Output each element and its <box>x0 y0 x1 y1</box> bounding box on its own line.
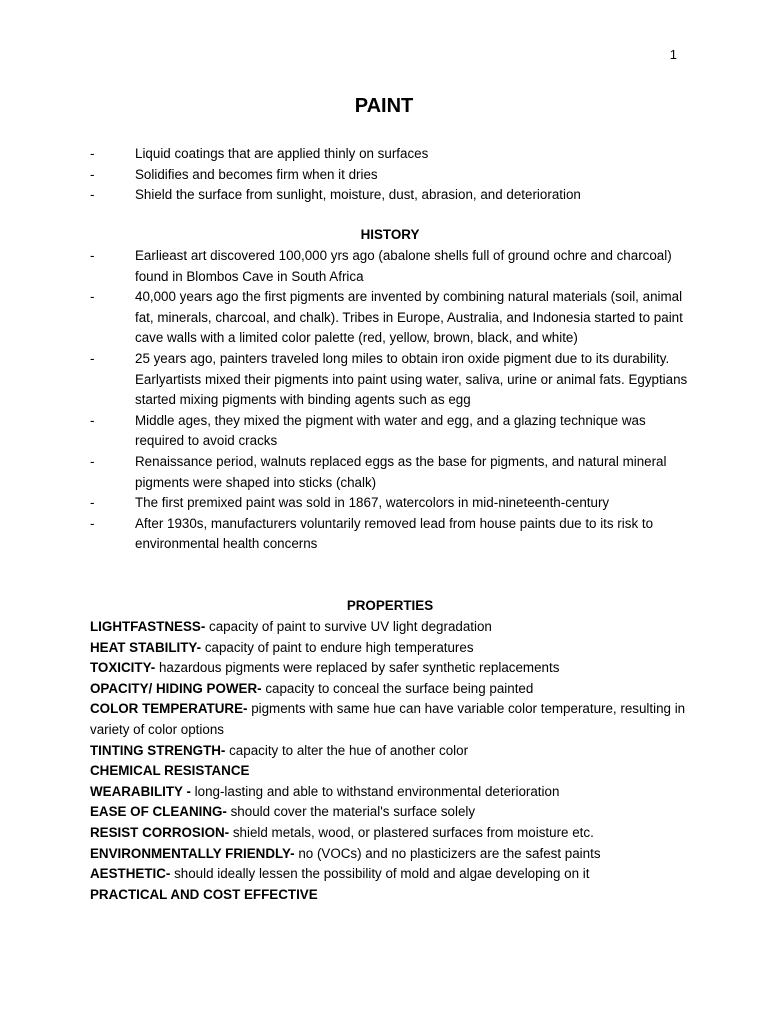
property-term: OPACITY/ HIDING POWER- <box>90 680 262 696</box>
property-term: TINTING STRENGTH- <box>90 742 226 758</box>
intro-bullet-list <box>90 144 690 206</box>
bullet-text: Solidifies and becomes firm when it dries <box>135 166 378 182</box>
property-item <box>90 658 690 679</box>
property-description: no (VOCs) and no plasticizers are the safest paints <box>294 845 601 861</box>
bullet-dash: - <box>90 495 95 511</box>
bullet-dash: - <box>90 412 95 428</box>
property-item <box>90 864 690 885</box>
list-item <box>90 493 690 514</box>
property-term: TOXICITY- <box>90 660 156 676</box>
bullet-dash: - <box>90 248 95 263</box>
list-item <box>90 185 690 206</box>
list-item <box>90 165 690 186</box>
property-description: should ideally lessen the possibility of mold and algae developing on it <box>170 866 590 882</box>
bullet-dash: - <box>90 187 95 203</box>
property-item <box>90 617 690 638</box>
property-term: CHEMICAL RESISTANCE <box>90 763 250 779</box>
property-item <box>90 761 690 782</box>
bullet-text: Shield the surface from sunlight, moisture, dust, abrasion, and deterioration <box>135 187 581 203</box>
property-term: PRACTICAL AND COST EFFECTIVE <box>90 886 318 902</box>
property-item <box>90 885 690 906</box>
history-heading: HISTORY <box>360 227 420 242</box>
property-description: capacity of paint to endure high temperatures <box>201 639 474 655</box>
property-item <box>90 638 690 659</box>
properties-list <box>90 617 690 905</box>
bullet-text: Earlieast art discovered 100,000 yrs ago (abalone shells full of ground ochre and charcoal) found in Blombos Cave in South Africa <box>135 248 672 284</box>
list-item <box>90 411 690 452</box>
property-description: capacity of paint to survive UV light degradation <box>205 619 492 634</box>
property-item <box>90 823 690 844</box>
property-term: WEARABILITY - <box>90 783 191 799</box>
property-description: hazardous pigments were replaced by safer synthetic replacements <box>155 660 560 676</box>
bullet-dash: - <box>90 515 95 531</box>
bullet-dash: - <box>90 146 95 161</box>
history-bullet-list <box>90 246 690 555</box>
property-description: capacity to conceal the surface being painted <box>261 680 534 696</box>
property-item <box>90 699 690 740</box>
property-term: EASE OF CLEANING- <box>90 804 227 820</box>
bullet-dash: - <box>90 350 95 366</box>
property-item <box>90 802 690 823</box>
document-title: PAINT <box>354 95 414 117</box>
bullet-text: Middle ages, they mixed the pigment with water and egg, and a glazing technique was required to avoid cracks <box>135 412 646 449</box>
bullet-text: 40,000 years ago the first pigments are invented by combining natural materials (soil, animal fat, minerals, charcoal, and chalk). Tribes in Europe, Australia, and Indonesia started to paint cave walls with a limited color palette (red, yellow, brown, black, and white) <box>135 289 683 346</box>
property-term: AESTHETIC- <box>90 866 171 882</box>
list-item <box>90 287 690 349</box>
bullet-dash: - <box>90 289 95 305</box>
list-item <box>90 144 690 165</box>
property-description: should cover the material's surface solely <box>226 804 476 820</box>
property-description: long-lasting and able to withstand environmental deterioration <box>190 783 560 799</box>
property-term: ENVIRONMENTALLY FRIENDLY- <box>90 845 295 861</box>
property-term: HEAT STABILITY- <box>90 639 202 655</box>
property-item <box>90 844 690 865</box>
property-item <box>90 782 690 803</box>
bullet-text: The first premixed paint was sold in 1867, watercolors in mid-nineteenth-century <box>135 495 610 511</box>
bullet-text: After 1930s, manufacturers voluntarily removed lead from house paints due to its risk to environmental health concerns <box>135 515 654 552</box>
bullet-dash: - <box>90 166 95 182</box>
bullet-text: 25 years ago, painters traveled long miles to obtain iron oxide pigment due to its durability. Earlyartists mixed their pigments into paint using water, saliva, urine or animal fats. Egyptians started mixing pigments with binding agents such as egg <box>135 350 688 408</box>
property-item <box>90 679 690 700</box>
property-item <box>90 741 690 762</box>
list-item <box>90 349 690 411</box>
property-description: shield metals, wood, or plastered surfaces from moisture etc. <box>229 824 594 840</box>
properties-heading: PROPERTIES <box>346 598 434 613</box>
property-term: LIGHTFASTNESS- <box>90 619 206 634</box>
list-item <box>90 514 690 555</box>
list-item <box>90 246 690 287</box>
property-term: COLOR TEMPERATURE- <box>90 701 248 717</box>
bullet-text: Liquid coatings that are applied thinly on surfaces <box>135 146 429 161</box>
property-term: RESIST CORROSION- <box>90 824 230 840</box>
page-number: 1 <box>669 47 677 62</box>
bullet-dash: - <box>90 453 95 469</box>
list-item <box>90 452 690 493</box>
property-description: pigments with same hue can have variable color temperature, resulting in variety of color options <box>90 701 686 737</box>
bullet-text: Renaissance period, walnuts replaced eggs as the base for pigments, and natural mineral pigments were shaped into sticks (chalk) <box>135 453 667 490</box>
property-description: capacity to alter the hue of another color <box>225 742 469 758</box>
